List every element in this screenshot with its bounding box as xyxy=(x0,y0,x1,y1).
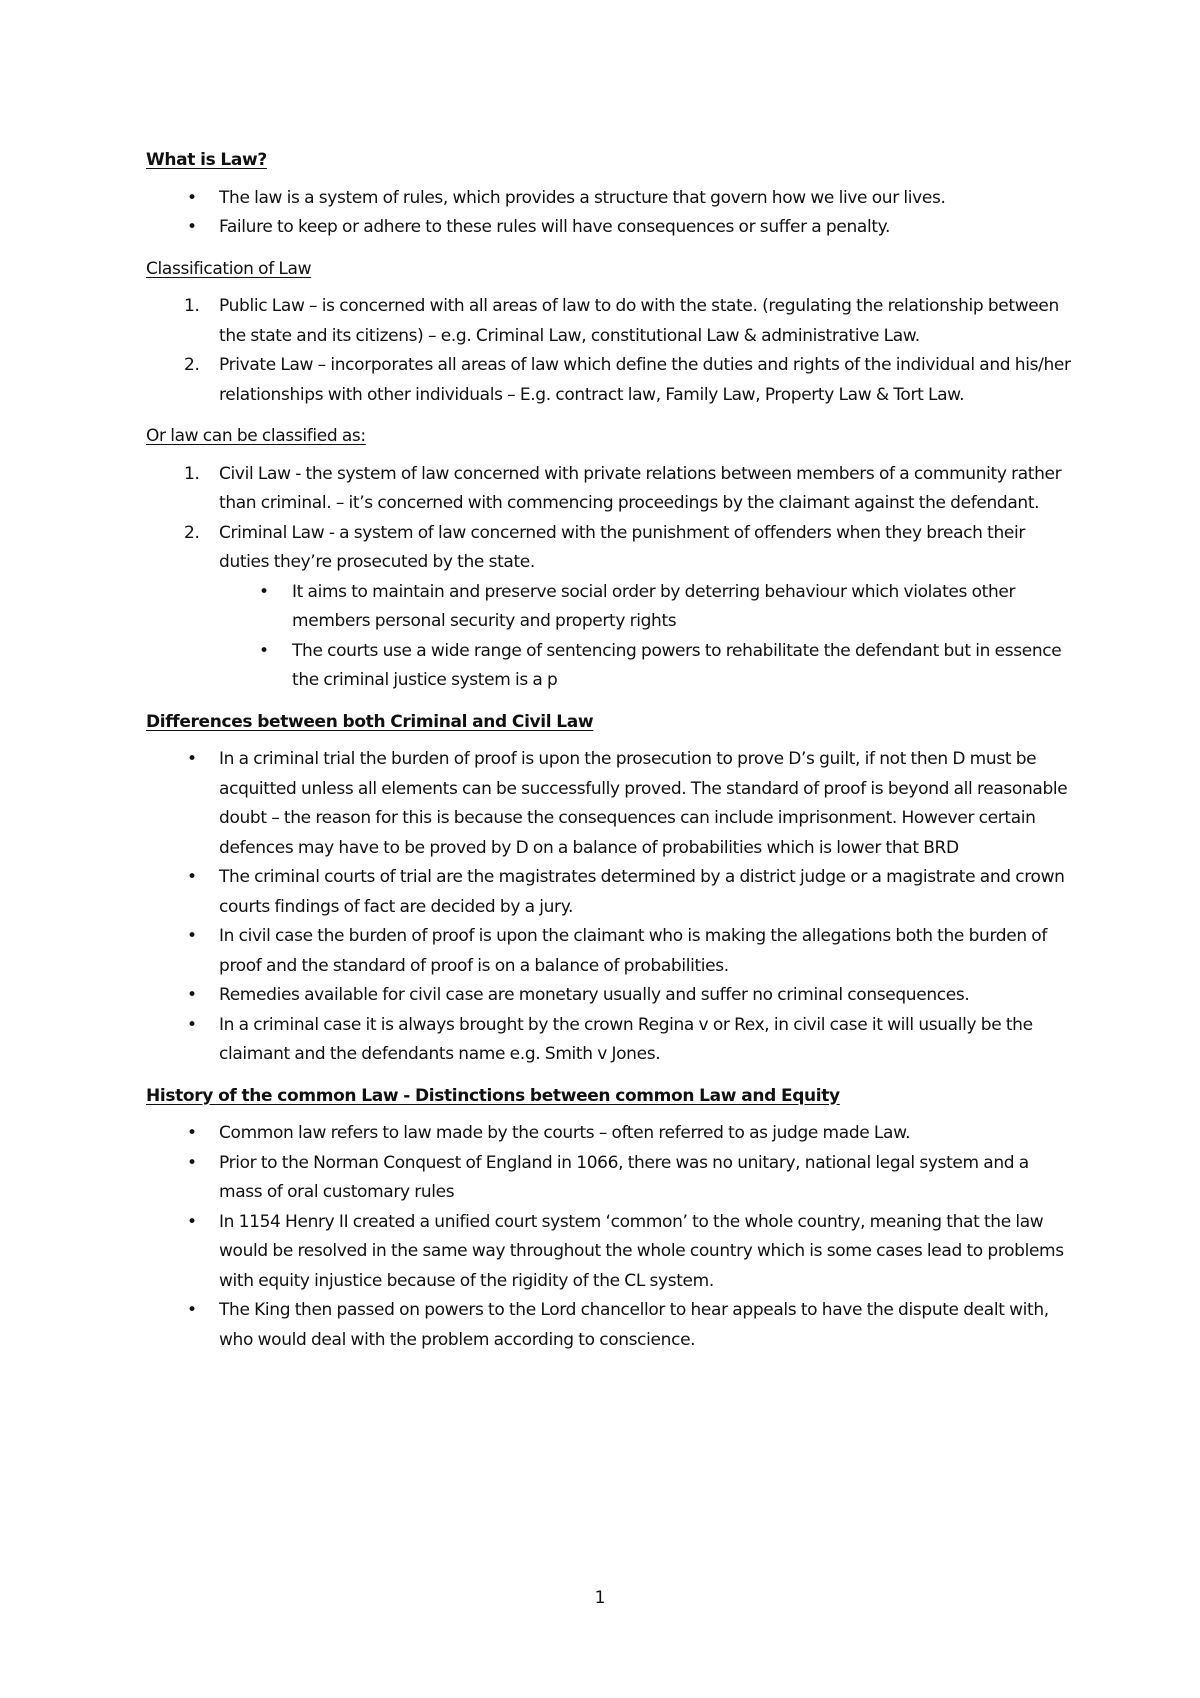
list-item: • In 1154 Henry II created a unified court system ‘common’ to the whole country, meaning that the law would be resolved in the same way throughout the whole country which is some cases lead to problems with equity injustice because of the rigidity of the CL system. xyxy=(146,1208,1076,1297)
section-heading-or-law-classified: Or law can be classified as: xyxy=(146,426,366,446)
list-number: 2. xyxy=(184,522,200,543)
list-number: 2. xyxy=(184,355,200,375)
list-item xyxy=(146,460,1076,519)
list-item: • In civil case the burden of proof is upon the claimant who is making the allegations both the burden of proof and the standard of proof is on a balance of probabilities. xyxy=(146,922,1076,981)
sub-list-item: • The courts use a wide range of sentencing powers to rehabilitate the defendant but in essence the criminal justice system is a p xyxy=(219,637,1076,696)
section-heading-differences: Differences between both Criminal and Civil Law xyxy=(146,711,594,732)
numbered-list-or-law xyxy=(146,460,1076,696)
list-item: • In a criminal trial the burden of proof is upon the prosecution to prove D’s guilt, if not then D must be acquitted unless all elements can be successfully proved. The standard of proof is beyond all reasonable doubt – the reason for this is because the consequences can include imprisonment. However certain defences may have to be proved by D on a balance of probabilities which is lower that BRD xyxy=(146,745,1076,863)
section-heading-classification: Classification of Law xyxy=(146,258,312,279)
bullet-list-differences xyxy=(146,745,1076,1070)
page-number: 1 xyxy=(594,1588,606,1608)
list-number: 1. xyxy=(184,296,200,316)
list-item: • Remedies available for civil case are monetary usually and suffer no criminal consequences. xyxy=(146,981,1076,1011)
bullet-list-history xyxy=(146,1119,1076,1355)
document-body xyxy=(146,146,1076,1367)
list-item: • Failure to keep or adhere to these rules will have consequences or suffer a penalty. xyxy=(146,213,1076,243)
sub-list-item: • It aims to maintain and preserve social order by deterring behaviour which violates other members personal security and property rights xyxy=(219,578,1076,637)
list-item-text: Public Law – is concerned with all areas of law to do with the state. (regulating the relationship between the state and its citizens) – e.g. Criminal Law, constitutional Law & administrative Law. xyxy=(219,296,1059,346)
list-item: • Prior to the Norman Conquest of England in 1066, there was no unitary, national legal system and a mass of oral customary rules xyxy=(146,1149,1076,1208)
numbered-list-classification xyxy=(146,292,1076,410)
list-item xyxy=(146,519,1076,696)
list-item: • Common law refers to law made by the courts – often referred to as judge made Law. xyxy=(146,1119,1076,1149)
list-item-text: Criminal Law - a system of law concerned with the punishment of offenders when they breach their duties they’re prosecuted by the state. xyxy=(219,522,1026,572)
list-item: • In a criminal case it is always brought by the crown Regina v or Rex, in civil case it will usually be the claimant and the defendants name e.g. Smith v Jones. xyxy=(146,1011,1076,1070)
list-item xyxy=(146,351,1076,410)
list-item xyxy=(146,292,1076,351)
list-item-text: Private Law – incorporates all areas of law which define the duties and rights of the individual and his/her relationships with other individuals – E.g. contract law, Family Law, Property Law & Tort Law. xyxy=(219,355,1071,405)
list-item: • The King then passed on powers to the Lord chancellor to hear appeals to have the dispute dealt with, who would deal with the problem according to conscience. xyxy=(146,1296,1076,1355)
bullet-list-what-is-law xyxy=(146,184,1076,243)
section-heading-what-is-law: What is Law? xyxy=(146,150,267,170)
list-item: • The law is a system of rules, which provides a structure that govern how we live our lives. xyxy=(146,184,1076,214)
list-item-text: Civil Law - the system of law concerned with private relations between members of a community rather than criminal. – it’s concerned with commencing proceedings by the claimant against the defendant. xyxy=(219,463,1062,513)
section-heading-history: History of the common Law - Distinctions between common Law and Equity xyxy=(146,1085,840,1106)
list-item: • The criminal courts of trial are the magistrates determined by a district judge or a magistrate and crown courts findings of fact are decided by a jury. xyxy=(146,863,1076,922)
sub-bullet-list xyxy=(219,578,1076,696)
list-number: 1. xyxy=(184,463,200,484)
